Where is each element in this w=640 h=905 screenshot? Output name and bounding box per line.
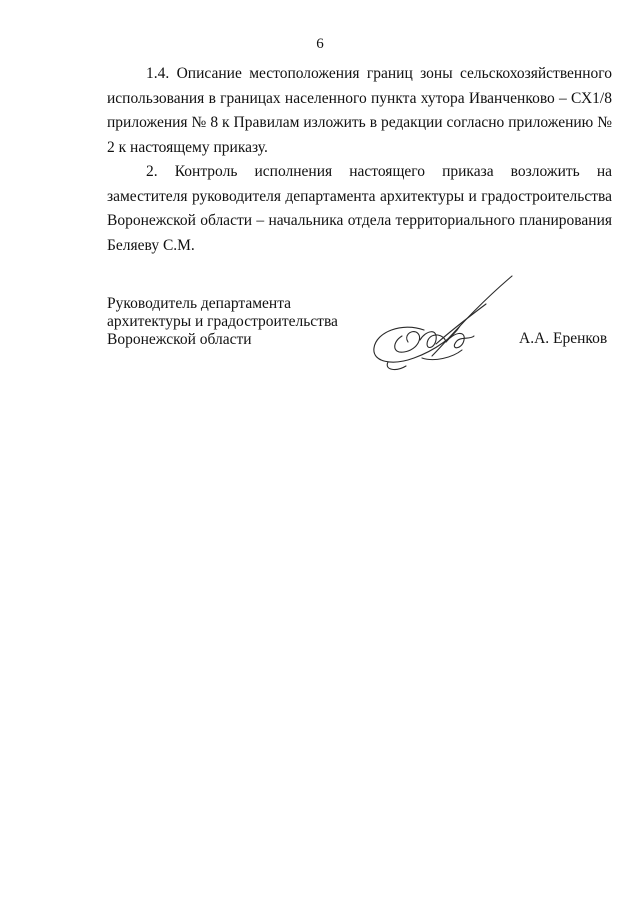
signatory-title-line: Воронежской области [107,331,252,348]
document-body [107,62,612,258]
signatory-title-line: архитектуры и градостроительства [107,313,338,330]
paragraph-2: 2. Контроль исполнения настоящего приказа возложить на заместителя руководителя департамента архитектуры и градостроительства Воронежской области – начальника отдела территориального планирования Беляеву С.М. [107,163,612,254]
signatory-title-line: Руководитель департамента [107,295,292,312]
signatory-title [107,295,338,349]
handwritten-signature [362,270,522,380]
signatory-name: А.А. Еренков [519,330,608,347]
page-number: 6 [316,36,324,52]
paragraph-1-4: 1.4. Описание местоположения границ зоны сельскохозяйственного использования в границах населенного пункта хутора Иванченково – СХ1/8 приложения № 8 к Правилам изложить в редакции согласно приложению № 2 к настоящему приказу. [107,65,612,156]
